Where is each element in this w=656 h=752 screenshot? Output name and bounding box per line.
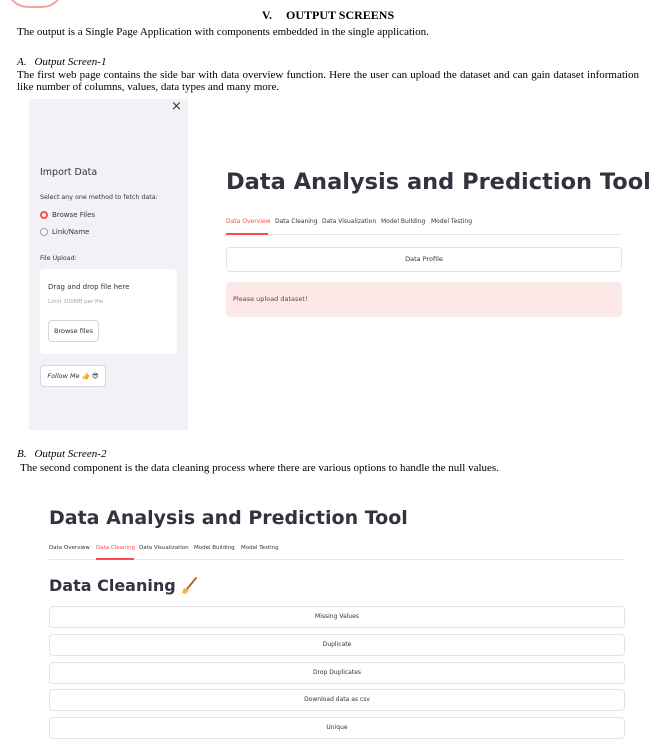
- subheading-screen-2: [17, 448, 106, 460]
- drop-text: Drag and drop file here: [48, 283, 130, 291]
- tab-data-overview[interactable]: Data Overview: [49, 545, 90, 551]
- screen-2-description: The second component is the data cleaning process where there are various options to handle the null values.: [20, 462, 499, 474]
- tab-bar: [226, 218, 622, 238]
- browse-files-button[interactable]: Browse files: [48, 320, 99, 342]
- file-dropzone[interactable]: [40, 269, 177, 354]
- sidebar-title: Import Data: [40, 167, 98, 178]
- radio-option-link[interactable]: [40, 228, 89, 236]
- radio-option-browse[interactable]: [40, 211, 95, 219]
- subheading-number: A.: [17, 56, 27, 68]
- broom-icon: [182, 577, 198, 595]
- radio-label: Browse Files: [52, 211, 96, 219]
- app-title: Data Analysis and Prediction Tool: [49, 507, 408, 529]
- section-header: [49, 576, 198, 595]
- close-icon[interactable]: ×: [171, 99, 182, 114]
- tab-data-visualization[interactable]: Data Visualization: [322, 218, 377, 225]
- app-title: Data Analysis and Prediction Tool: [226, 169, 651, 195]
- screenshot-2: [40, 490, 628, 752]
- subheading-title: Output Screen-2: [34, 448, 107, 460]
- data-profile-expander[interactable]: Data Profile: [226, 247, 622, 272]
- header-logo-fragment: [6, 0, 64, 8]
- active-tab-indicator: [96, 558, 134, 560]
- tab-model-building[interactable]: Model Building: [381, 218, 426, 225]
- section-title: Data Cleaning: [49, 576, 176, 595]
- subheading-screen-1: [17, 56, 106, 68]
- screen-1-description: The first web page contains the side bar with data overview function. Here the user can upload the dataset and can gain dataset information like number of columns, values, data types and many more.: [17, 69, 639, 93]
- section-heading: [0, 8, 656, 23]
- subheading-title: Output Screen-1: [34, 56, 107, 68]
- intro-paragraph: The output is a Single Page Application with components embedded in the single application.: [17, 26, 429, 38]
- radio-label: Link/Name: [52, 228, 90, 236]
- tab-bar: [49, 545, 625, 563]
- download-csv-expander[interactable]: Download data as csv: [49, 689, 625, 711]
- tab-divider: [49, 559, 625, 560]
- tab-divider: [226, 234, 622, 235]
- radio-unselected-icon: [40, 228, 48, 236]
- tab-model-testing[interactable]: Model Testing: [431, 218, 473, 225]
- subheading-number: B.: [17, 448, 27, 460]
- duplicate-expander[interactable]: Duplicate: [49, 634, 625, 656]
- method-prompt: Select any one method to fetch data:: [40, 194, 158, 201]
- section-number: V.: [261, 8, 272, 22]
- screenshot-1: [29, 99, 651, 430]
- section-title: OUTPUT SCREENS: [285, 8, 395, 22]
- upload-label: File Upload:: [40, 255, 77, 262]
- missing-values-expander[interactable]: Missing Values: [49, 606, 625, 628]
- follow-me-button[interactable]: Follow Me 👍 😎: [40, 365, 106, 387]
- unique-expander[interactable]: Unique: [49, 717, 625, 739]
- drop-duplicates-expander[interactable]: Drop Duplicates: [49, 662, 625, 684]
- error-alert: Please upload dataset!: [226, 282, 622, 317]
- tab-model-building[interactable]: Model Building: [194, 545, 235, 551]
- sidebar: [29, 99, 188, 430]
- active-tab-indicator: [226, 233, 268, 235]
- limit-text: Limit 200MB per file: [48, 299, 104, 305]
- tab-data-cleaning[interactable]: Data Cleaning: [96, 545, 135, 551]
- tab-data-visualization[interactable]: Data Visualization: [139, 545, 189, 551]
- tab-model-testing[interactable]: Model Testing: [241, 545, 279, 551]
- tab-data-cleaning[interactable]: Data Cleaning: [275, 218, 318, 225]
- radio-selected-icon: [40, 211, 48, 219]
- tab-data-overview[interactable]: Data Overview: [226, 218, 271, 225]
